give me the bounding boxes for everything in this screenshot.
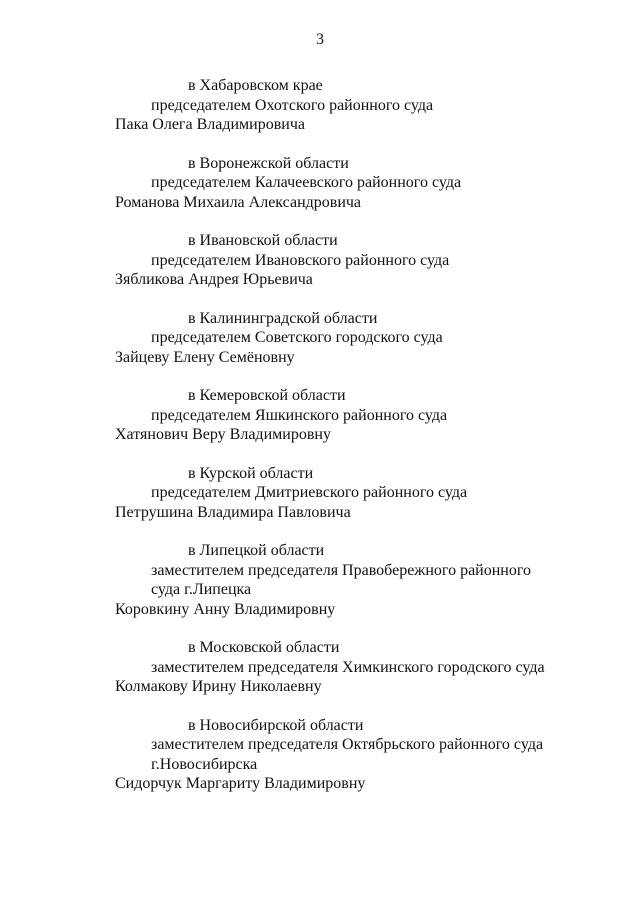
appointment-entry — [0, 386, 640, 464]
region-heading: в Воронежской области — [188, 154, 349, 172]
person-name: Пака Олега Владимировича — [115, 116, 306, 133]
position-line: председателем Охотского районного суда — [151, 96, 434, 114]
person-name: Сидорчук Маргариту Владимировну — [115, 775, 366, 792]
appointment-entry — [0, 231, 640, 309]
appointment-entry — [0, 716, 640, 813]
person-name: Зайцеву Елену Семёновну — [115, 348, 295, 366]
position-line: заместителем председателя Октябрьского районного суда — [151, 736, 544, 753]
region-heading: в Ивановской области — [188, 232, 338, 249]
region-heading: в Калининградской области — [188, 309, 378, 327]
position-line: председателем Калачеевского районного суда — [151, 174, 462, 191]
person-name: Петрушина Владимира Павловича — [115, 503, 351, 521]
person-name: Зябликова Андрея Юрьевича — [115, 271, 313, 288]
person-name: Коровкину Анну Владимировну — [115, 600, 336, 618]
appointment-entry — [0, 154, 640, 232]
appointment-entry — [0, 309, 640, 387]
region-heading: в Московской области — [188, 639, 340, 656]
person-name: Хатянович Веру Владимировну — [115, 426, 331, 443]
position-line: суда г.Липецка — [151, 581, 252, 598]
region-heading: в Кемеровской области — [188, 387, 346, 404]
page-number: 3 — [316, 31, 324, 48]
position-line: г.Новосибирска — [151, 755, 258, 773]
appointment-entry — [0, 541, 640, 638]
appointment-list — [0, 76, 640, 813]
position-line: заместителем председателя Правобережного районного — [151, 561, 532, 579]
position-line: заместителем председателя Химкинского городского суда — [151, 658, 545, 676]
region-heading: в Новосибирской области — [188, 716, 364, 734]
position-line: председателем Дмитриевского районного суда — [151, 484, 468, 501]
region-heading: в Хабаровском крае — [188, 77, 323, 94]
position-line: председателем Ивановского районного суда — [151, 251, 450, 269]
region-heading: в Липецкой области — [188, 542, 325, 559]
appointment-entry — [0, 76, 640, 154]
appointment-entry — [0, 464, 640, 542]
appointment-entry — [0, 638, 640, 716]
region-heading: в Курской области — [188, 464, 314, 482]
position-line: председателем Яшкинского районного суда — [151, 406, 448, 424]
person-name: Романова Михаила Александровича — [115, 193, 362, 211]
position-line: председателем Советского городского суда — [151, 329, 443, 346]
person-name: Колмакову Ирину Николаевну — [115, 678, 322, 695]
